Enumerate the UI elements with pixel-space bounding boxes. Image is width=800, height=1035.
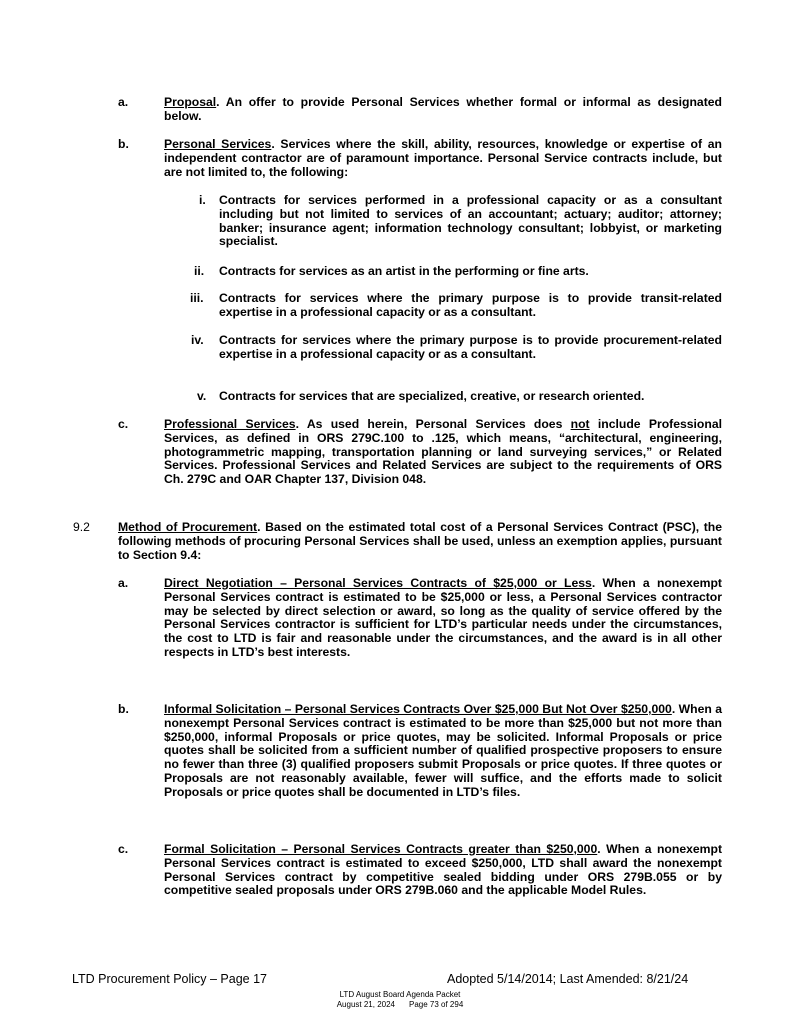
sub-label-iv: iv. [191,333,204,347]
section-heading: Method of Procurement [118,520,258,534]
section-intro-text: . Based on the estimated total cost of a Personal Services Contract (PSC), the following methods of procuring Personal Services shall be used, unless an exemption applies, pursuant to Section 9.4: [118,520,723,562]
method-informal-solicitation-text: . When a nonexempt Personal Services contract is estimated to be more than $25,000 but not more than $250,000, informal Proposals or price quotes, may be solicited. Informal Proposals or price quotes shall be solicited from a sufficient number of qualified prospective proposers to ensure no fewer than three (3) qualified proposers submit Proposals or price quotes. If three quotes or Proposals are not reasonably available, fewer will suffice, and the efforts made to solicit Proposals or price quotes shall be documented in LTD’s files. [164,702,723,799]
footer-date-line [0,1000,800,1009]
footer-page-number: Page 73 of 294 [409,1000,464,1009]
sub-item-iii: Contracts for services where the primary purpose is to provide transit-related expertise in a professional capacity or as a consultant. [219,291,722,319]
section-method-of-procurement [118,521,722,562]
sub-item-ii: Contracts for services as an artist in the performing or fine arts. [219,264,589,278]
definition-proposal-text: . An offer to provide Personal Services whether formal or informal as designated below. [164,95,722,123]
footer-left: LTD Procurement Policy – Page 17 [72,972,268,986]
method-term-direct-negotiation: Direct Negotiation – Personal Services Contracts of $25,000 or Less [164,576,592,590]
method-term-formal-solicitation: Formal Solicitation – Personal Services Contracts greater than $250,000 [164,842,598,856]
method-direct-negotiation [164,577,722,660]
emphasis-not: not [570,417,590,431]
method-label-c: c. [118,842,129,856]
method-term-informal-solicitation: Informal Solicitation – Personal Services Contracts Over $25,000 But Not Over $250,000 [164,702,672,716]
sub-item-i: Contracts for services performed in a professional capacity or as a consultant including but not limited to services of an accountant; actuary; auditor; attorney; banker; insurance agent; information technology consultant; lobbyist, or marketing specialist. [219,193,722,249]
item-label-c: c. [118,417,129,431]
footer-right: Adopted 5/14/2014; Last Amended: 8/21/24 [447,972,689,986]
method-direct-negotiation-text: . When a nonexempt Personal Services contract is estimated to be $25,000 or less, a Personal Services contractor may be selected by direct selection or award, so long as the quality of service offered by the Personal Services contractor is sufficient for LTD’s particular needs under the circumstances, the cost to LTD is fair and reasonable under the circumstances, and the award is in all other respects in LTD’s best interests. [164,576,722,659]
item-label-b: b. [118,137,129,151]
definition-personal-services [164,138,722,179]
term-proposal: Proposal [164,95,217,109]
section-number: 9.2 [73,520,90,534]
method-label-a: a. [118,576,129,590]
term-professional-services: Professional Services [164,417,296,431]
definition-professional-services-text-2: include Professional Services, as defined in ORS 279C.100 to .125, which means, “architectural, engineering, photogrammetric mapping, transportation planning or land surveying services,” or Related Services. Professional Services and Related Services are subject to the requirements of ORS Ch. 279C and OAR Chapter 137, Division 048. [164,417,722,487]
method-formal-solicitation [164,843,722,898]
footer-packet-text: LTD August Board Agenda Packet [339,990,461,999]
method-label-b: b. [118,702,129,716]
method-formal-solicitation-text: . When a nonexempt Personal Services contract is estimated to exceed $250,000, LTD shall award the nonexempt Personal Services contract by competitive sealed bidding under ORS 279B.055 or by competitive sealed proposals under ORS 279B.060 and the applicable Model Rules. [164,842,722,898]
definition-personal-services-text: . Services where the skill, ability, resources, knowledge or expertise of an independent contractor are of paramount importance. Personal Service contracts include, but are not limited to, the following: [164,137,722,179]
sub-label-v: v. [197,389,207,403]
footer-packet [0,990,800,999]
footer-date: August 21, 2024 [336,1000,395,1009]
sub-label-i: i. [199,193,206,207]
sub-item-iv: Contracts for services where the primary purpose is to provide procurement-related expertise in a professional capacity or as a consultant. [219,333,722,361]
definition-proposal [164,96,722,124]
term-personal-services: Personal Services [164,137,272,151]
sub-item-v: Contracts for services that are specialized, creative, or research oriented. [219,389,645,403]
item-label-a: a. [118,95,129,109]
sub-label-ii: ii. [194,264,205,278]
definition-professional-services [164,418,722,487]
definition-professional-services-text-1: . As used herein, Personal Services does [295,417,571,431]
sub-label-iii: iii. [190,291,204,305]
method-informal-solicitation [164,703,722,800]
